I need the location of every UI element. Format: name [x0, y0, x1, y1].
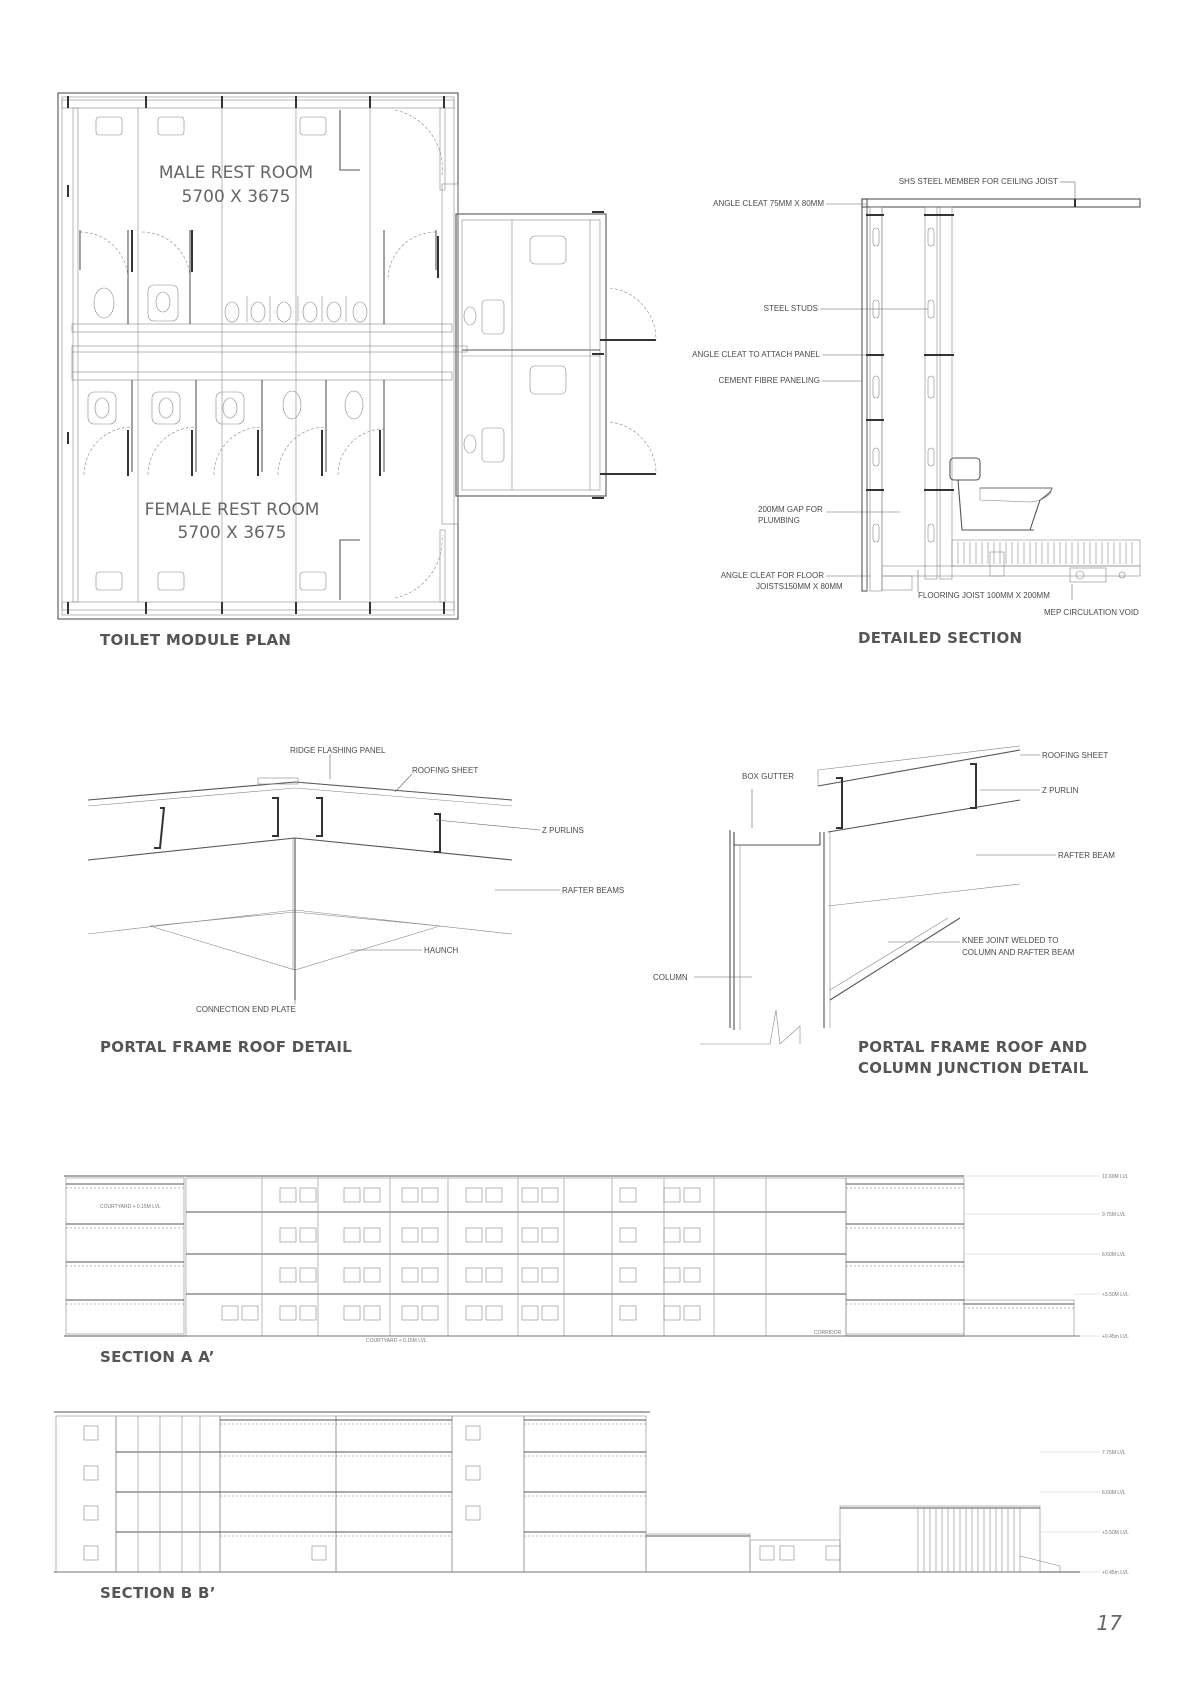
- bb-level-4: +0.45m LVL: [1102, 1570, 1129, 1576]
- floor-cleat-label-2: JOISTS150MM X 80MM: [756, 582, 843, 591]
- portal-roof-detail: [88, 746, 624, 1014]
- junction-rafter-label: RAFTER BEAM: [1058, 851, 1115, 860]
- aa-level-5: +0.45m LVL: [1102, 1334, 1129, 1340]
- knee-label-1: KNEE JOINT WELDED TO: [962, 936, 1059, 945]
- steel-studs-label: STEEL STUDS: [763, 304, 818, 313]
- toilet-module-plan: [58, 93, 656, 619]
- z-purlins-label: Z PURLINS: [542, 826, 584, 835]
- knee-label-2: COLUMN AND RAFTER BEAM: [962, 948, 1075, 957]
- page-number: 17: [1096, 1611, 1122, 1635]
- male-room-dims: 5700 X 3675: [181, 187, 291, 207]
- aa-level-1: 12.60M LVL: [1102, 1174, 1129, 1180]
- female-room-dims: 5700 X 3675: [177, 523, 287, 543]
- portal-junction-detail: [653, 746, 1115, 1044]
- column-label: COLUMN: [653, 973, 688, 982]
- junction-roofing-label: ROOFING SHEET: [1042, 751, 1109, 760]
- detailed-section: [692, 177, 1140, 617]
- aa-courtyard-bottom: COURTYARD + 0.15M LVL: [366, 1338, 427, 1344]
- bb-level-2: 6.60M LVL: [1102, 1490, 1126, 1496]
- section-aa-title: SECTION A A’: [100, 1348, 215, 1366]
- gap-label-1: 200MM GAP FOR: [758, 505, 823, 514]
- box-gutter-label: BOX GUTTER: [742, 772, 795, 781]
- aa-level-3: 6.60M LVL: [1102, 1252, 1126, 1258]
- aa-courtyard-top: COURTYARD + 0.15M LVL: [100, 1204, 161, 1210]
- female-room-label: FEMALE REST ROOM: [144, 500, 320, 520]
- angle-cleat-panel-label: ANGLE CLEAT TO ATTACH PANEL: [692, 350, 820, 359]
- junction-z-purlin-label: Z PURLIN: [1042, 786, 1079, 795]
- mep-label: MEP CIRCULATION VOID: [1044, 608, 1139, 617]
- shs-label: SHS STEEL MEMBER FOR CEILING JOIST: [898, 177, 1058, 186]
- angle-cleat-75-label: ANGLE CLEAT 75MM X 80MM: [713, 199, 824, 208]
- section-bb-title: SECTION B B’: [100, 1584, 216, 1602]
- bb-level-1: 7.75M LVL: [1102, 1450, 1126, 1456]
- bb-level-3: +3.50M LVL: [1102, 1530, 1129, 1536]
- roofing-sheet-label: ROOFING SHEET: [412, 766, 479, 775]
- haunch-label: HAUNCH: [424, 946, 459, 955]
- cement-fibre-label: CEMENT FIBRE PANELING: [718, 376, 820, 385]
- section-bb: [54, 1412, 1129, 1576]
- gap-label-2: PLUMBING: [758, 516, 800, 525]
- aa-level-2: 9.75M LVL: [1102, 1212, 1126, 1218]
- male-room-label: MALE REST ROOM: [158, 163, 314, 183]
- ridge-label: RIDGE FLASHING PANEL: [290, 746, 386, 755]
- section-aa: [64, 1174, 1129, 1344]
- floor-cleat-label-1: ANGLE CLEAT FOR FLOOR: [720, 571, 824, 580]
- portal-roof-title: PORTAL FRAME ROOF DETAIL: [100, 1038, 353, 1056]
- flooring-joist-label: FLOORING JOIST 100MM X 200MM: [918, 591, 1050, 600]
- aa-corridor: CORRIDOR: [814, 1330, 842, 1336]
- portal-junction-title-1: PORTAL FRAME ROOF AND: [858, 1038, 1088, 1056]
- portal-junction-title-2: COLUMN JUNCTION DETAIL: [858, 1059, 1089, 1077]
- aa-level-4: +3.50M LVL: [1102, 1292, 1129, 1298]
- toilet-plan-title: TOILET MODULE PLAN: [100, 631, 292, 649]
- detailed-section-title: DETAILED SECTION: [858, 629, 1023, 647]
- rafter-beams-label: RAFTER BEAMS: [562, 886, 625, 895]
- end-plate-label: CONNECTION END PLATE: [196, 1005, 296, 1014]
